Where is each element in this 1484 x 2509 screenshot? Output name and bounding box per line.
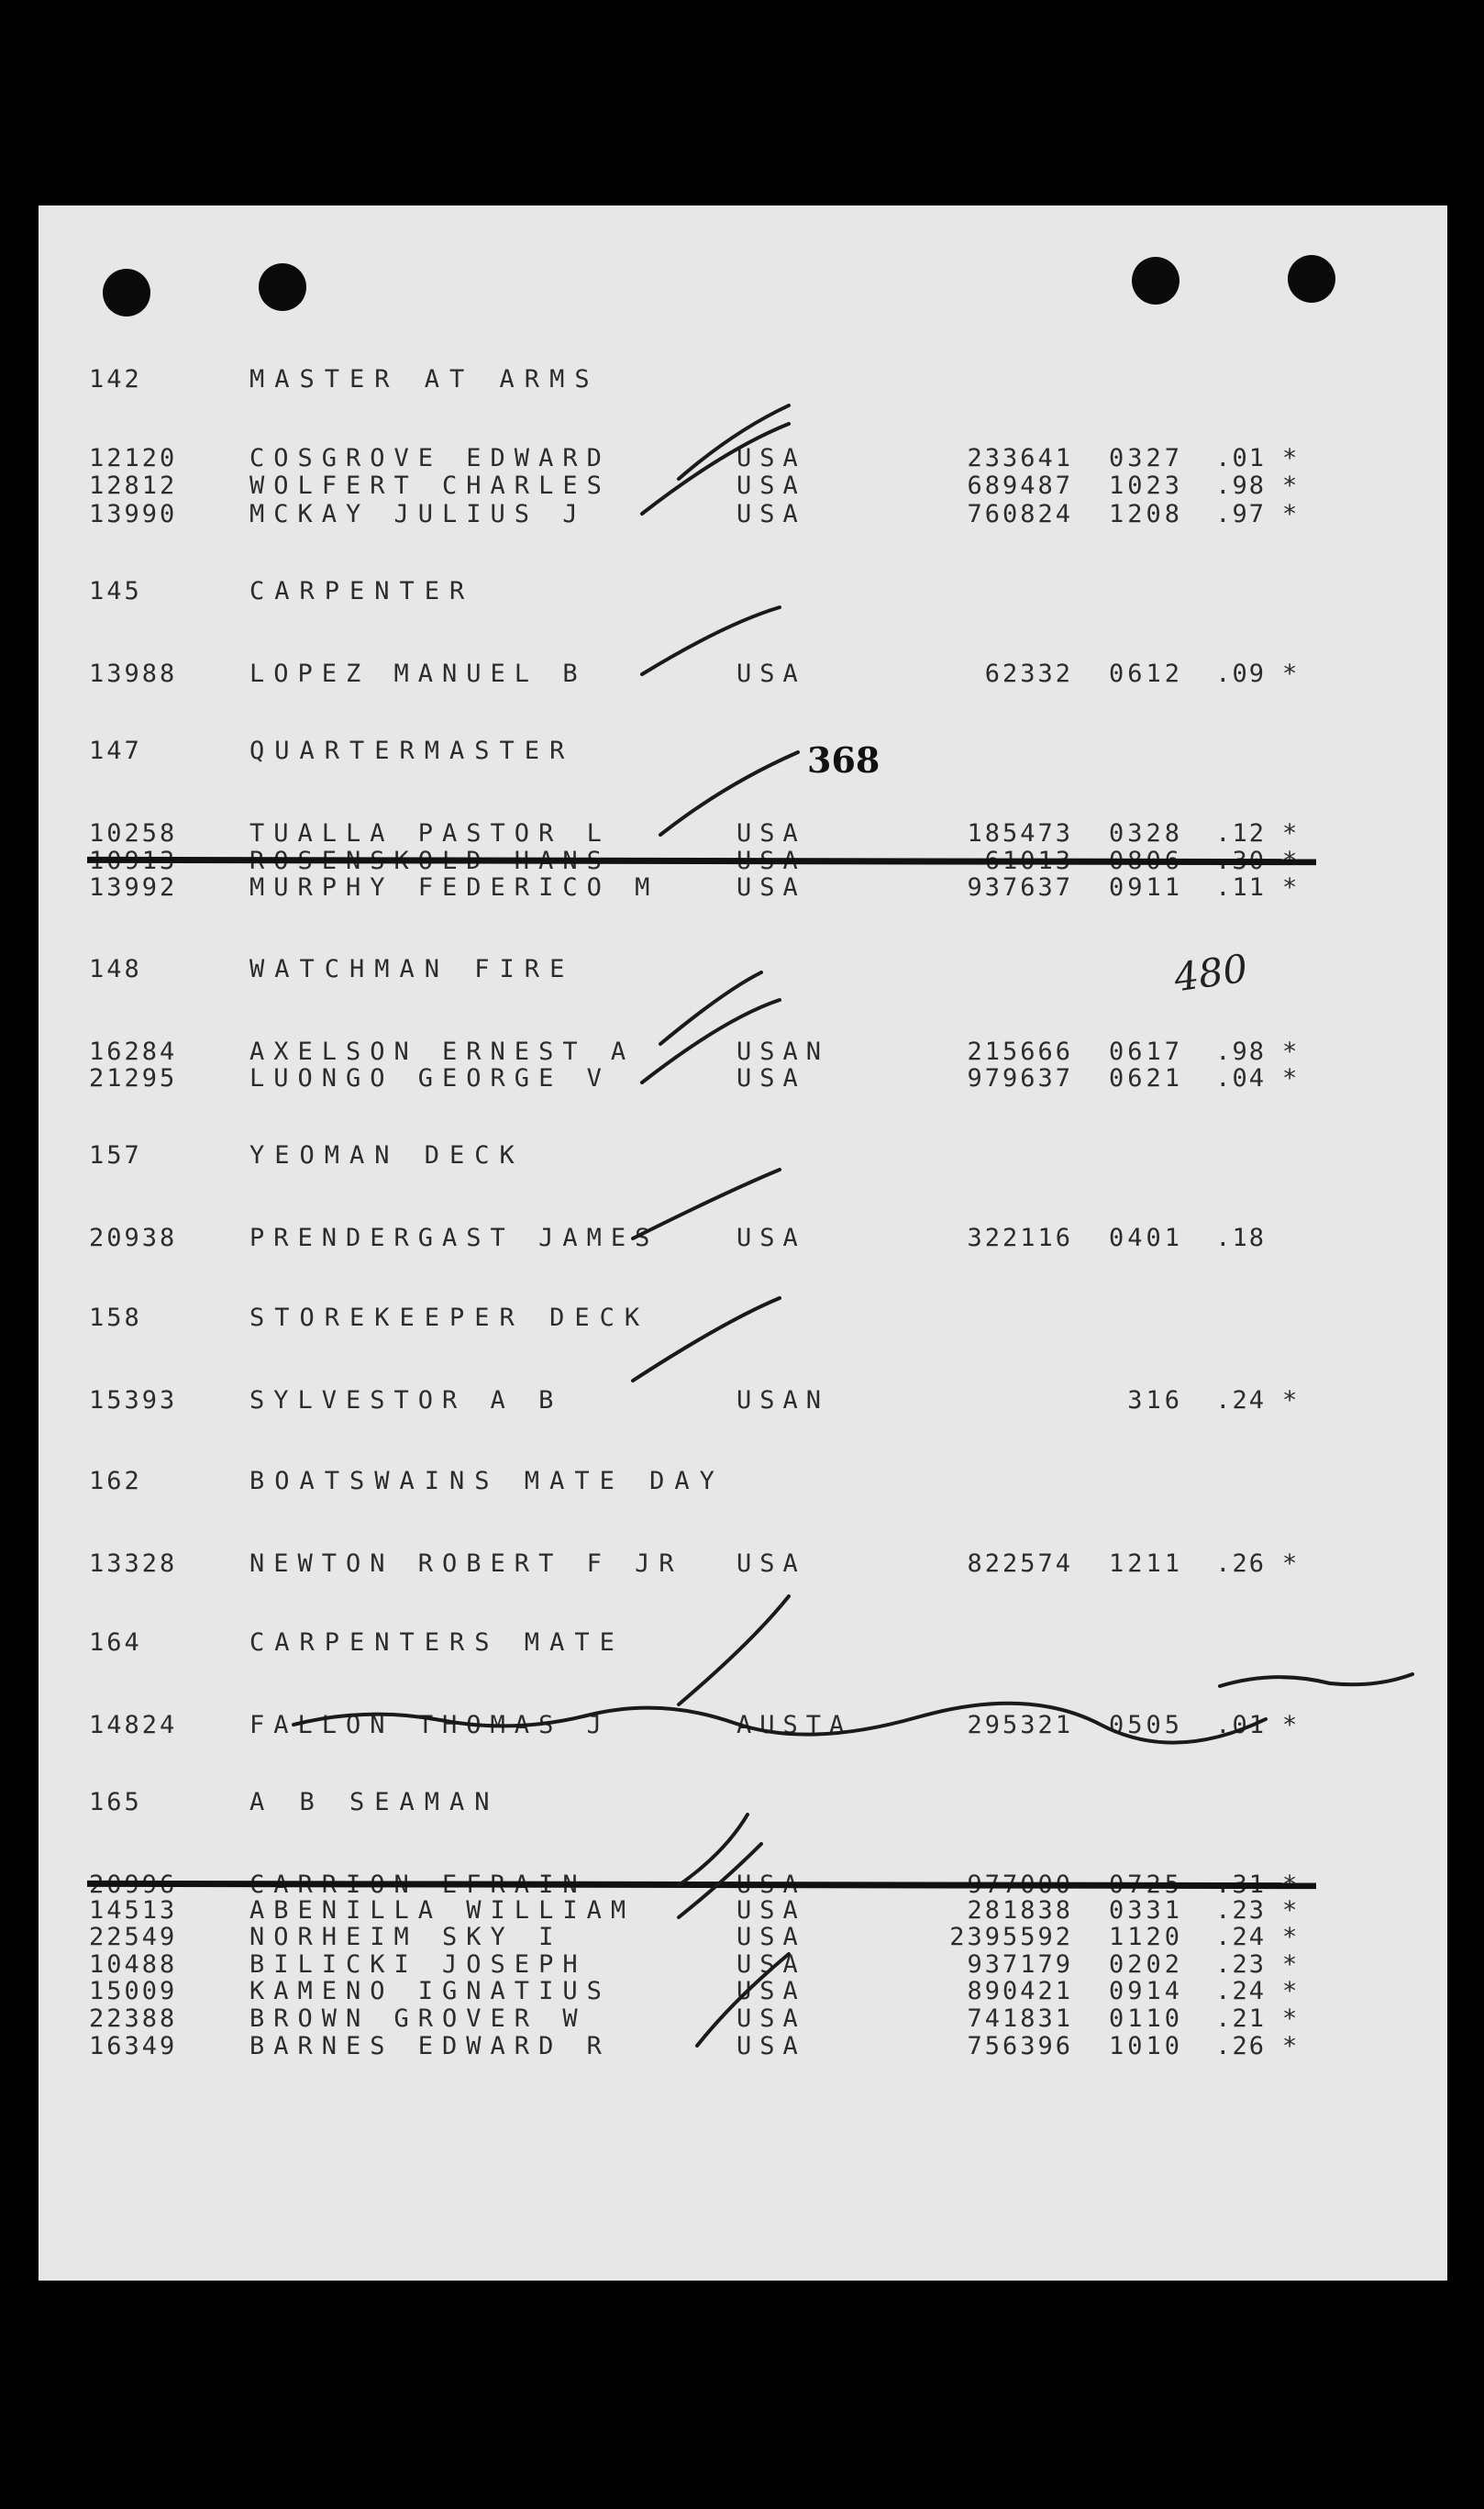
employee-name: COSGROVE EDWARD — [249, 444, 611, 472]
asterisk-mark: * — [1282, 873, 1300, 902]
employee-name: NORHEIM SKY I — [249, 1923, 563, 1951]
date-code: 0328 — [1108, 819, 1183, 848]
asterisk-mark: * — [1282, 1923, 1300, 1951]
date-code: 0621 — [1108, 1064, 1183, 1093]
asterisk-mark: * — [1282, 472, 1300, 500]
asterisk-mark: * — [1282, 1977, 1300, 2005]
date-code: 0612 — [1108, 660, 1183, 688]
date-code: 0505 — [1108, 1711, 1183, 1739]
rate-value: .01 — [1215, 444, 1266, 472]
date-code: 0327 — [1108, 444, 1183, 472]
certificate-number: 62332 — [984, 660, 1073, 688]
rate-value: .26 — [1215, 1549, 1266, 1578]
certificate-number: 689487 — [967, 472, 1073, 500]
nationality: USA — [736, 2032, 806, 2060]
employee-name: MURPHY FEDERICO M — [249, 873, 659, 902]
nationality: USA — [736, 873, 806, 902]
section-code: 142 — [89, 365, 142, 394]
asterisk-mark: * — [1282, 1711, 1300, 1739]
employee-name: WOLFERT CHARLES — [249, 472, 611, 500]
nationality: USA — [736, 500, 806, 528]
employee-id: 12120 — [89, 444, 178, 472]
certificate-number: 233641 — [967, 444, 1073, 472]
employee-name: PRENDERGAST JAMES — [249, 1224, 659, 1252]
date-code: 1120 — [1108, 1923, 1183, 1951]
certificate-number: 890421 — [967, 1977, 1073, 2005]
asterisk-mark: * — [1282, 2032, 1300, 2060]
date-code: 0110 — [1108, 2004, 1183, 2033]
rate-value: .21 — [1215, 2004, 1266, 2033]
date-code: 1023 — [1108, 472, 1183, 500]
date-code: 0331 — [1108, 1896, 1183, 1925]
asterisk-mark: * — [1282, 819, 1300, 848]
date-code: 0401 — [1108, 1224, 1183, 1252]
certificate-number: 822574 — [967, 1549, 1073, 1578]
section-code: 145 — [89, 577, 142, 605]
rate-value: .24 — [1215, 1977, 1266, 2005]
employee-name: BROWN GROVER W — [249, 2004, 587, 2033]
employee-name: TUALLA PASTOR L — [249, 819, 611, 848]
employee-id: 14513 — [89, 1896, 178, 1925]
employee-id: 16284 — [89, 1038, 178, 1066]
nationality: USA — [736, 1923, 806, 1951]
employee-id: 20938 — [89, 1224, 178, 1252]
employee-name: MCKAY JULIUS J — [249, 500, 587, 528]
section-code: 158 — [89, 1304, 142, 1332]
nationality: USAN — [736, 1038, 830, 1066]
asterisk-mark: * — [1282, 1386, 1300, 1415]
nationality: USA — [736, 1064, 806, 1093]
employee-name: LOPEZ MANUEL B — [249, 660, 587, 688]
employee-id: 14824 — [89, 1711, 178, 1739]
rate-value: .11 — [1215, 873, 1266, 902]
employee-name: BARNES EDWARD R — [249, 2032, 611, 2060]
rate-value: .04 — [1215, 1064, 1266, 1093]
rate-value: .09 — [1215, 660, 1266, 688]
date-code: 0202 — [1108, 1950, 1183, 1979]
date-code: 1010 — [1108, 2032, 1183, 2060]
rate-value: .97 — [1215, 500, 1266, 528]
employee-id: 22549 — [89, 1923, 178, 1951]
employee-name: AXELSON ERNEST A — [249, 1038, 636, 1066]
certificate-number: 937637 — [967, 873, 1073, 902]
employee-id: 12812 — [89, 472, 178, 500]
nationality: USA — [736, 1896, 806, 1925]
rate-value: .01 — [1215, 1711, 1266, 1739]
asterisk-mark: * — [1282, 660, 1300, 688]
handwritten-annotation: 480 — [1170, 945, 1251, 1001]
nationality: USA — [736, 444, 806, 472]
rate-value: .98 — [1215, 472, 1266, 500]
section-title: STOREKEEPER DECK — [249, 1304, 650, 1332]
certificate-number: 979637 — [967, 1064, 1073, 1093]
asterisk-mark: * — [1282, 1549, 1300, 1578]
section-title: CARPENTERS MATE — [249, 1628, 625, 1657]
certificate-number: 322116 — [967, 1224, 1073, 1252]
employee-name: NEWTON ROBERT F JR — [249, 1549, 683, 1578]
section-title: BOATSWAINS MATE DAY — [249, 1467, 725, 1495]
section-code: 162 — [89, 1467, 142, 1495]
nationality: AUSTA — [736, 1711, 853, 1739]
rate-value: .24 — [1215, 1386, 1266, 1415]
section-code: 165 — [89, 1788, 142, 1816]
certificate-number: 281838 — [967, 1896, 1073, 1925]
employee-name: BILICKI JOSEPH — [249, 1950, 587, 1979]
asterisk-mark: * — [1282, 1038, 1300, 1066]
employee-id: 15393 — [89, 1386, 178, 1415]
asterisk-mark: * — [1282, 1950, 1300, 1979]
section-title: YEOMAN DECK — [249, 1141, 525, 1170]
employee-id: 13988 — [89, 660, 178, 688]
date-code: 0617 — [1108, 1038, 1183, 1066]
asterisk-mark: * — [1282, 444, 1300, 472]
nationality: USA — [736, 1224, 806, 1252]
certificate-number: 2395592 — [949, 1923, 1073, 1951]
certificate-number: 760824 — [967, 500, 1073, 528]
rate-value: .24 — [1215, 1923, 1266, 1951]
section-title: WATCHMAN FIRE — [249, 955, 575, 983]
rate-value: .18 — [1215, 1224, 1266, 1252]
certificate-number: 741831 — [967, 2004, 1073, 2033]
date-code: 1208 — [1108, 500, 1183, 528]
employee-id: 10488 — [89, 1950, 178, 1979]
section-code: 164 — [89, 1628, 142, 1657]
nationality: USAN — [736, 1386, 830, 1415]
employee-id: 10258 — [89, 819, 178, 848]
certificate-number: 185473 — [967, 819, 1073, 848]
employee-id: 13328 — [89, 1549, 178, 1578]
asterisk-mark: * — [1282, 1064, 1300, 1093]
section-title: QUARTERMASTER — [249, 737, 575, 765]
nationality: USA — [736, 2004, 806, 2033]
nationality: USA — [736, 472, 806, 500]
employee-id: 13990 — [89, 500, 178, 528]
employee-name: FALLON THOMAS J — [249, 1711, 611, 1739]
date-code: 0911 — [1108, 873, 1183, 902]
certificate-number: 295321 — [967, 1711, 1073, 1739]
employee-id: 22388 — [89, 2004, 178, 2033]
employee-id: 16349 — [89, 2032, 178, 2060]
asterisk-mark: * — [1282, 500, 1300, 528]
certificate-number: 215666 — [967, 1038, 1073, 1066]
nationality: USA — [736, 1549, 806, 1578]
date-code: 0914 — [1108, 1977, 1183, 2005]
section-code: 157 — [89, 1141, 142, 1170]
section-title: MASTER AT ARMS — [249, 365, 600, 394]
rate-value: .98 — [1215, 1038, 1266, 1066]
date-code: 316 — [1127, 1386, 1183, 1415]
rate-value: .12 — [1215, 819, 1266, 848]
nationality: USA — [736, 819, 806, 848]
rate-value: .23 — [1215, 1950, 1266, 1979]
section-code: 148 — [89, 955, 142, 983]
employee-id: 13992 — [89, 873, 178, 902]
asterisk-mark: * — [1282, 2004, 1300, 2033]
section-title: CARPENTER — [249, 577, 475, 605]
employee-id: 15009 — [89, 1977, 178, 2005]
rate-value: .26 — [1215, 2032, 1266, 2060]
nationality: USA — [736, 660, 806, 688]
section-title: A B SEAMAN — [249, 1788, 500, 1816]
employee-name: KAMENO IGNATIUS — [249, 1977, 611, 2005]
asterisk-mark: * — [1282, 1896, 1300, 1925]
section-code: 147 — [89, 737, 142, 765]
certificate-number: 937179 — [967, 1950, 1073, 1979]
certificate-number: 756396 — [967, 2032, 1073, 2060]
date-code: 1211 — [1108, 1549, 1183, 1578]
page-number-stamp: 368 — [807, 739, 880, 781]
employee-name: ABENILLA WILLIAM — [249, 1896, 636, 1925]
employee-name: SYLVESTOR A B — [249, 1386, 563, 1415]
employee-id: 21295 — [89, 1064, 178, 1093]
employee-name: LUONGO GEORGE V — [249, 1064, 611, 1093]
nationality: USA — [736, 1977, 806, 2005]
nationality: USA — [736, 1950, 806, 1979]
rate-value: .23 — [1215, 1896, 1266, 1925]
